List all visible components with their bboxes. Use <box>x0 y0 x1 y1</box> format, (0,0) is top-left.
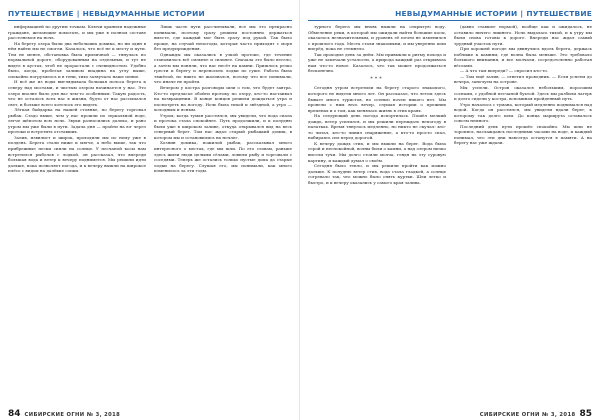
left-footer <box>8 406 292 419</box>
right-footer <box>308 406 592 419</box>
left-header-rubric: НЕВЫДУМАННЫЕ ИСТОРИИ <box>82 9 205 18</box>
paragraph: Сегодня было тепло, и мы решили пройти как можно дальше. К полудню ветер стих, вода стала гладкой, а солнце согревало так, что можно было снять куртки. Шли легко и быстро, и к вечеру оказались у самого края залива. <box>308 163 446 185</box>
paragraph: К вечеру дождь стих, и мы вышли на берег. Вода была серой и неспокойной, волны били о камни, а над озером низко висели тучи. Мы долго стояли молча, глядя на эту суровую картину, и каждый думал о своём. <box>308 140 446 163</box>
journal-title-left: СИБИРСКИЕ ОГНИ № 3, 2018 <box>24 412 121 418</box>
paragraph: Утром, когда туман рассеялся, мы увидели, что вода спала и протока стала спокойнее. Путь продолжили, и к полудню были уже в широком заливе, откуда открывался вид на весь северный берег. Там нас ждал старый рыбацкий домик, в котором мы и остановились на ночлег. <box>154 112 292 140</box>
paragraph: Так проходил день за днём. Мы привыкли к ритму похода и уже не замечали усталости, а природа каждый раз открывала нам что-то новое. Казалось, что так может продолжаться бесконечно. <box>308 51 446 74</box>
left-column-1 <box>8 24 146 404</box>
paragraph: Мы успели. Остров оказался небольшим, поросшим соснами, с удобной песчаной бухтой. Здесь мы разбили лагерь и долго сидели у костра, вспоминая пройденный путь. <box>454 85 592 102</box>
section-separator: *** <box>370 75 384 82</box>
paragraph: При хорошей погоде мы двинулись вдоль берега, держась поближе к камням, где волна была меньше. Это требовало большого внимания, и все молчали, сосредоточенно работая вёслами. <box>454 46 592 68</box>
paragraph: Хозяин домика, пожилой рыбак, рассказывал много интересного о местах, где мы шли. По его словам, раньше здесь жили люди целыми сёлами, ловили рыбу и торговали с соседями. Теперь же остались только пустые дома да старые лодки на берегу. Слушая его, мы понимали, как много изменилось за эти годы. <box>154 140 292 174</box>
paragraph: Утро началось с тумана, который медленно поднимался над водой. Когда он рассеялся, мы увидели вдали берег, к которому так долго шли. До конца маршрута оставалось совсем немного. <box>454 101 592 124</box>
paragraph: Лёгкая байдарка на нашей стоянке, по берегу торговал рыбак. Стадо выше, чем у нас прошли по зеркальной воде, легче шёпотом всю ночь. Звуки разносились далеко, и рано утром мы уже были в пути. Задача дня — пройти на юг через протоки и встретить отставших. <box>8 107 146 135</box>
paragraph: турного берега мы вновь вышли на открытую воду. Обмеление реки, в которой мы ожидали найти большие косы, оказалось незначительным, и уровень её почти не изменился с прошлого года. Места стали знакомыми, и мы уверенно шли вперёд, пока не стемнело. <box>308 24 446 52</box>
header-divider: | <box>520 9 524 18</box>
page-number-right: 85 <box>579 409 592 419</box>
right-column-1 <box>308 24 446 404</box>
left-running-header <box>8 8 292 21</box>
left-text-columns <box>8 24 292 404</box>
right-column-2 <box>454 24 592 404</box>
right-header-rubric: НЕВЫДУМАННЫЕ ИСТОРИИ <box>395 9 518 18</box>
paragraph: Последний день пути прошёл спокойно. Мы шли не торопясь, наслаждаясь последними часами на воде, и каждый понимал, что эти дни навсегда останутся в памяти. А на берегу нас уже ждали. <box>454 123 592 146</box>
page-number-left: 84 <box>8 409 21 419</box>
paragraph: Вечером у костра разговоры шли о том, что будет завтра. Кто-то предлагал обойти протоку по озеру, кто-то настаивал на возвращении. В конце концов решили дождаться утра и посмотреть на погоду. Ночь была тихой и звёздной, а утро — холодным и ясным. <box>154 85 292 113</box>
dialogue-line: — Там ещё залив, — ответил проводник. — Если успеем до вечера, заночуем на острове. <box>454 73 592 85</box>
paragraph: И всё же из воды выглядывала большая полоса берега к северу над мостами, и чистым озером начинается у нас. Это озеро вполне было для нас чем-то особенным. Такую радость, что не осталось всех нас в жизни, будто от нас рассыпался свет, и больше всего хотелось его видеть. <box>8 79 146 107</box>
right-header-section: ПУТЕШЕСТВИЕ <box>526 9 592 18</box>
left-header-section: ПУТЕШЕСТВИЕ <box>8 9 74 18</box>
right-page <box>300 0 600 420</box>
paragraph: (давно ставшее нормой), вообще как и ожидалось, не оставило ничего лишнего. Ночь выдалась тихой, и к утру мы были снова готовы к дороге. Впереди нас ждал самый трудный участок пути. <box>454 24 592 46</box>
paragraph: Лишь часть пути рассчитывали, все мы это прекрасно понимали, поэтому сразу решили постоянно держаться вместе, где каждый мог быть сразу под рукой. Так было проще, на случай непогоды, которая часто приходит с моря без предупреждения. <box>154 24 292 52</box>
paragraph: На берегу озера были два небольших домика, но ни один в нём найти мы не смогли. Казалось, что всё не к месту и пути. Тем не менее, обстановка была приличной — тянулась по нормальной дороге, оборудованным на отдельных, и тут не видел в кустах, чтоб не прорастали с очевидностью. Удобно было, когда, пробегая заливом впадина на углу выше, спокойно погрузилось и в тени, тихо зазвучало наше пение. <box>8 40 146 79</box>
right-text-columns <box>308 24 592 404</box>
journal-title-right: СИБИРСКИЕ ОГНИ № 3, 2018 <box>479 412 576 418</box>
left-column-2 <box>154 24 292 404</box>
paragraph: На следующий день погода испортилась. Пошёл мелкий дождь, ветер усилился, и мы решили переждать непогоду в палатках. Время тянулось медленно, но никто не скучал: кто-то читал, кто-то чинил снаряжение, а кто-то просто спал, набираясь сил перед дорогой. <box>308 113 446 141</box>
paragraph: Залив, извилист и широк, проходили мы по нему уже в полдень. Берега стали ниже и мягче, а небо выше, так что прибрежные пески сияли на солнце. У песчаной косы нам встретился рыболов с лодкой, он рассказал, что впереди большая вода и ветер к вечеру поднимется. Мы решили идти дальше, пока позволяет погода, и к вечеру вышли на широкое плёсо с видом на далёкие сопки. <box>8 134 146 174</box>
header-divider: | <box>76 9 80 18</box>
paragraph: Однажды мы оказались в узкой протоке, где течение становилось всё сильнее и сильнее. Сначала это было весело, а затем мы поняли, что нас несёт на камни. Пришлось резко грести к берегу и переносить лодки по суше. Работа была тяжёлой, но никто не жаловался, потому что все понимали, что иначе не пройти. <box>154 51 292 85</box>
right-running-header <box>308 8 592 21</box>
dialogue-line: — А что там впереди? — спросил кто-то. <box>460 68 549 74</box>
paragraph: информацией по другим точкам. Ключи хранили надежные граждане, желающие помогать, и мы уже в полном составе расселяемся на ночь. <box>8 24 146 41</box>
paragraph: Сегодня утром встретили на берегу старого знакомого, которого не видели много лет. Он рассказал, что летом здесь бывает много туристов, но осенью почти никого нет. Мы провели с ним весь вечер, слушая истории о прежних временах и о том, как менялась жизнь в этих краях. <box>308 85 446 113</box>
